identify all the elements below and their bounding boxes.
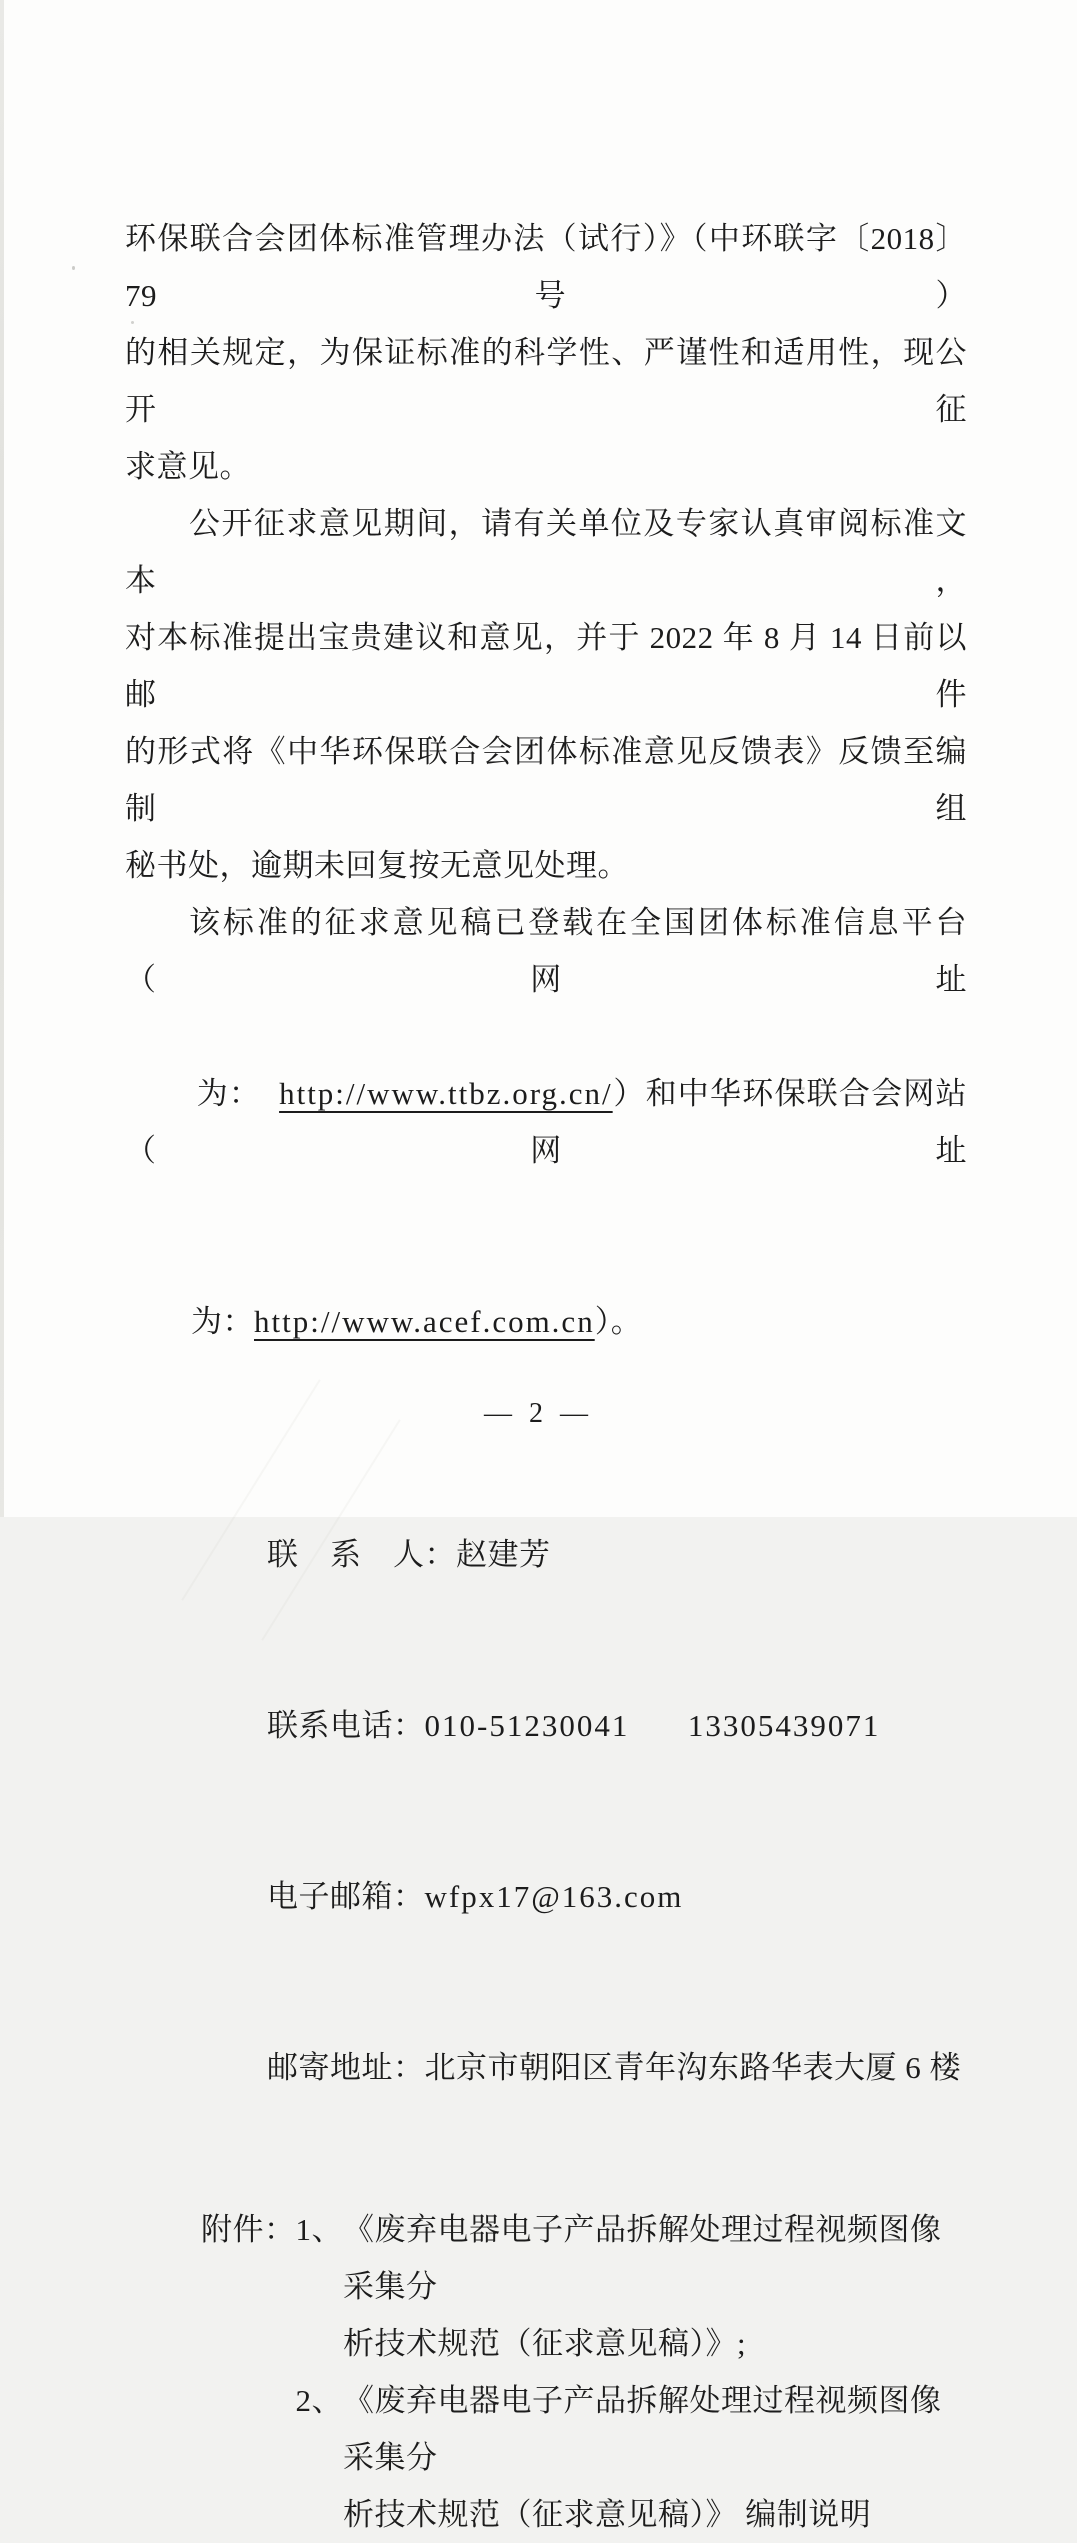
scan-speck: [72, 266, 75, 270]
url-prefix-text: 为：: [191, 1304, 254, 1339]
body-line: [125, 1008, 967, 1236]
body-line: [125, 1236, 967, 1407]
contact-person-label: 联 系 人：: [267, 1537, 456, 1572]
contact-address-line: [201, 1982, 967, 2153]
body-line: 环保联合会团体标准管理办法（试行）》（中环联字〔2018〕79 号）: [125, 221, 967, 313]
attachments-label: 附件：: [201, 2212, 296, 2247]
contact-phone-value: 010-51230041 13305439071: [424, 1708, 881, 1743]
contact-address-label: 邮寄地址：: [267, 2050, 425, 2085]
attachment-number: 1、: [295, 2212, 343, 2247]
contact-person-line: [201, 1469, 967, 1640]
contact-email-line: [201, 1811, 967, 1982]
url-prefix-text: 为：: [196, 1076, 280, 1111]
acef-url-text: http://www.acef.com.cn: [254, 1304, 595, 1339]
body-line: 对本标准提出宝贵建议和意见，并于 2022 年 8 月 14 日前以邮件: [125, 620, 967, 712]
url-suffix-text: ）。: [594, 1304, 643, 1339]
attachment-title-line: 析技术规范（征求意见稿）》;: [343, 2326, 747, 2361]
paragraph-platform: [125, 894, 967, 1407]
contact-phone-label: 联系电话：: [267, 1708, 425, 1743]
body-line: 秘书处，逾期未回复按无意见处理。: [125, 848, 629, 883]
body-line: 的形式将《中华环保联合会团体标准意见反馈表》反馈至编制组: [125, 734, 967, 826]
document-body: [125, 210, 967, 2543]
attachment-item-2: [296, 2372, 968, 2543]
contact-block: [201, 1469, 967, 2153]
scan-edge-artifact: [0, 0, 4, 1517]
ttbz-url-text: http://www.ttbz.org.cn/: [279, 1076, 613, 1111]
attachments-block: [201, 2201, 967, 2543]
body-line: 求意见。: [125, 449, 251, 484]
contact-email-label: 电子邮箱：: [267, 1879, 425, 1914]
attachment-number: 2、: [295, 2383, 343, 2418]
body-line: 的相关规定，为保证标准的科学性、严谨性和适用性，现公开征: [125, 335, 967, 427]
contact-email-value: wfpx17@163.com: [424, 1879, 684, 1914]
url-suffix-text: ）和中华环保联合会网站（网址: [125, 1076, 968, 1168]
contact-person-value: 赵建芳: [456, 1537, 551, 1572]
attachment-title-line: 析技术规范（征求意见稿）》 编制说明: [343, 2497, 872, 2532]
paragraph-regulation: [125, 210, 967, 495]
attachment-title-line: 《废弃电器电子产品拆解处理过程视频图像采集分: [343, 2383, 942, 2475]
contact-address-value: 北京市朝阳区青年沟东路华表大厦 6 楼: [424, 2050, 961, 2085]
page-number: — 2 —: [484, 1398, 593, 1429]
contact-phone-line: [201, 1640, 967, 1811]
body-line: 公开征求意见期间，请有关单位及专家认真审阅标准文本，: [125, 506, 967, 598]
paragraph-solicitation: [125, 495, 967, 894]
attachment-title-line: 《废弃电器电子产品拆解处理过程视频图像采集分: [343, 2212, 942, 2304]
attachment-item-1: [296, 2201, 968, 2372]
body-line: 该标准的征求意见稿已登载在全国团体标准信息平台（网址: [125, 905, 967, 997]
